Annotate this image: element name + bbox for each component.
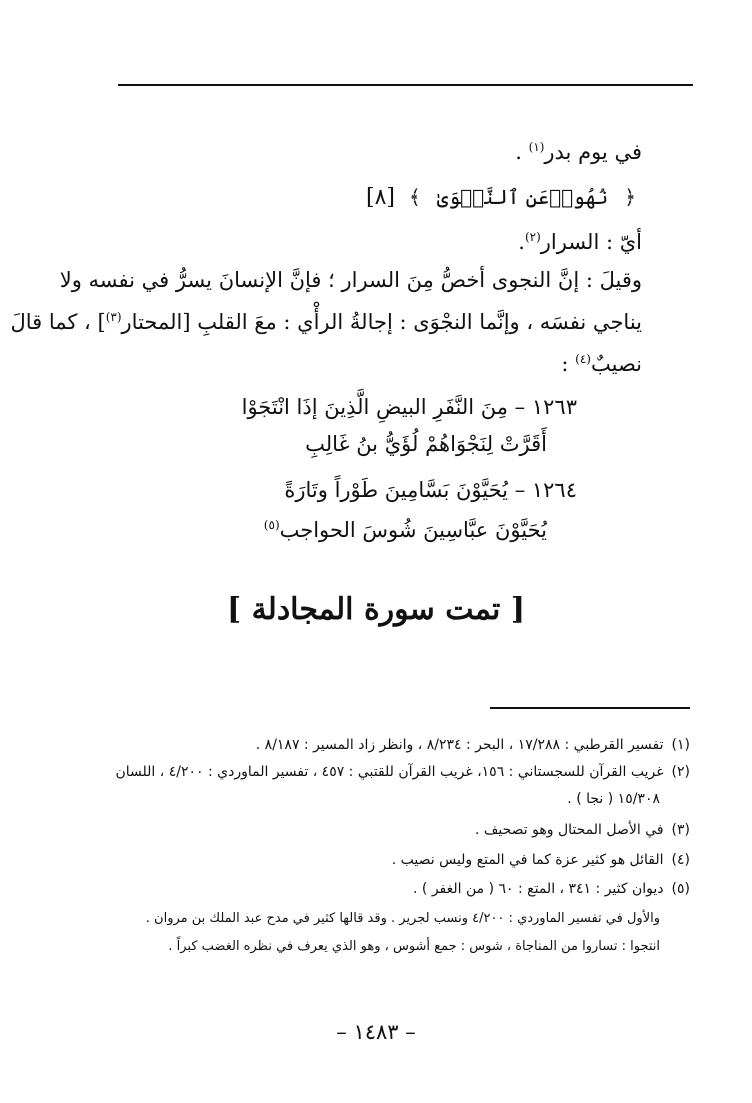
- footnote-separator: [490, 707, 690, 709]
- nusayb-text: نصيبٌ: [590, 352, 642, 376]
- footnote-4: [392, 852, 690, 868]
- footnote-2: [115, 764, 690, 780]
- nusayb-colon: :: [561, 352, 569, 376]
- footnote-number: (٤): [671, 852, 690, 868]
- footnote-number: (٢): [671, 764, 690, 780]
- footnote-number: (٣): [671, 822, 690, 838]
- footnote-ref-5: (٥): [263, 518, 280, 532]
- footnote-2-continued: ١٥/٣٠٨ ( نجا ) .: [567, 791, 660, 807]
- header-rule: [118, 84, 693, 86]
- ayah-close-brace: ﴾: [409, 185, 421, 209]
- footnote-text: غريب القرآن للسجستاني : ١٥٦، غريب القرآن للقتبي : ٤٥٧ ، تفسير الماوردي : ٤/٢٠٠ ، اللسان: [115, 764, 664, 780]
- footnote-5-continued-2: انتجوا : تساروا من المناجاة ، شوس : جمع أشوس ، وهو الذي يعرف في نظره الغضب كبراً .: [168, 939, 660, 954]
- footnote-text: تفسير القرطبي : ١٧/٢٨٨ ، البحر : ٨/٢٣٤ ، وانظر زاد المسير : ٨/١٨٧ .: [255, 737, 664, 753]
- text-line-badr: في يوم بدر$^{(١)}$ .: [515, 140, 642, 164]
- footnote-number: (١): [671, 737, 690, 753]
- text-line-nusayb: [561, 352, 642, 376]
- footnote-number: (٥): [671, 881, 690, 897]
- ayah-text: نُهُوا۟عَنِ ٱلنَّجۡوَىٰ: [436, 185, 609, 209]
- verse-1264-b-text: يُحَيَّوْنَ عبَّاسِينَ شُوسَ الحواجب: [279, 518, 547, 542]
- quran-ayah-line: [366, 185, 642, 210]
- footnote-ref-3: (٣): [105, 310, 122, 324]
- text-line-ay: [518, 230, 642, 254]
- footnote-ref-1: (١): [528, 140, 545, 154]
- ayah-number: [٨]: [365, 185, 395, 210]
- footnote-1: [256, 737, 690, 753]
- badr-text: في يوم بدر: [544, 140, 642, 164]
- qila-2b-text: ] ، كما قالَ: [10, 310, 106, 334]
- footnote-ref-2: (٢): [524, 230, 541, 244]
- verse-1263-second-hemistich: أَقَرَّتْ لِنَجْوَاهُمْ لُؤَيُّ بنُ غَالِبِ: [305, 432, 547, 456]
- verse-1264-first-hemistich: ١٢٦٤ – يُحَيَّوْنَ بَسَّامِينَ طَوْراً وتَارَةً: [284, 478, 577, 502]
- footnote-text: ديوان كثير : ٣٤١ ، المتع : ٦٠ ( من الغفر ) .: [413, 881, 664, 897]
- footnote-text: في الأصل المحتال وهو تصحيف .: [474, 822, 664, 838]
- page-number: – ١٤٨٣ –: [336, 1020, 416, 1044]
- verse-1263-first-hemistich: ١٢٦٣ – مِنَ النَّفَرِ البيضِ الَّذِينَ إذَا انْتَجَوْا: [241, 395, 577, 419]
- footnote-5: [413, 881, 690, 897]
- text-line-qila-2: [10, 310, 642, 334]
- sura-end-heading: [ تمت سورة المجادلة ]: [226, 592, 526, 627]
- ayah-open-brace: ﴿: [624, 185, 636, 209]
- footnote-3: [475, 822, 690, 838]
- footnote-5-continued-1: والأول في تفسير الماوردي : ٤/٢٠٠ ونسب لجرير . وقد قالها كثير في مدح عبد الملك بن مروان .: [145, 911, 660, 926]
- footnote-text: القائل هو كثير عزة كما في المتع وليس نصيب .: [391, 852, 664, 868]
- text-line-qila-1: وقيلَ : إنَّ النجوى أخصُّ مِنَ السرار ؛ فإنَّ الإنسانَ يسرُّ في نفسه ولا: [59, 268, 642, 292]
- footnote-ref-4: (٤): [575, 352, 591, 366]
- qila-2a-text: يناجي نفسَه ، وإنَّما النجْوَى : إجالةُ الرأْي : معَ القلبِ [المحتار: [121, 310, 642, 334]
- ay-end: .: [518, 230, 525, 254]
- ay-text: أيّ : السرار: [540, 230, 642, 254]
- verse-1264-second-hemistich: [264, 518, 547, 542]
